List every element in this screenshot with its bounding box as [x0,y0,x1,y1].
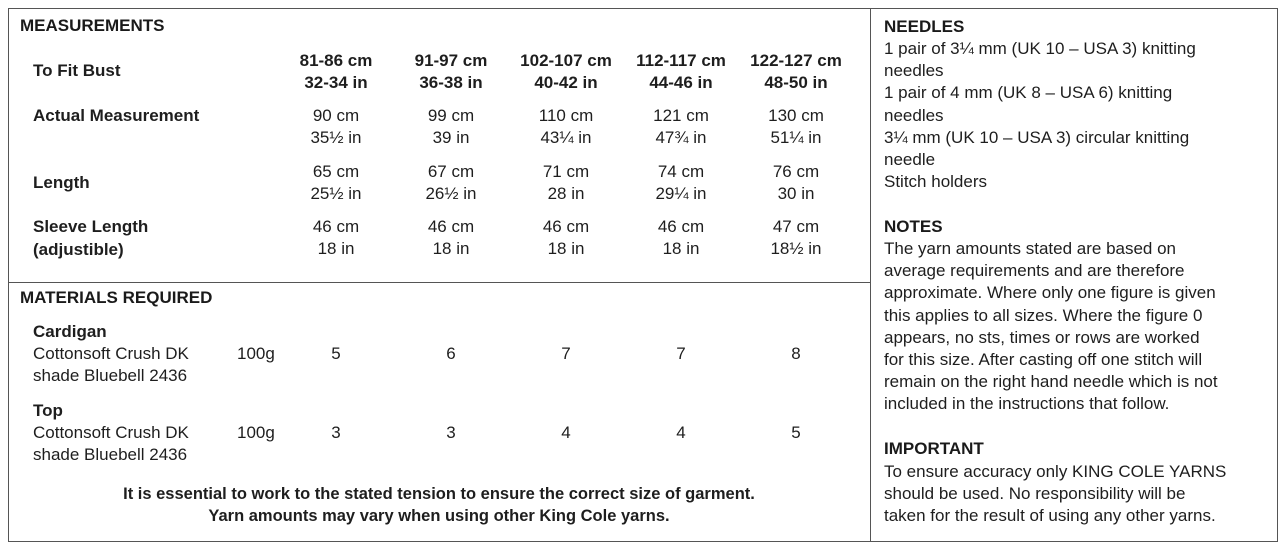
length-size-3: 71 cm 28 in [542,162,590,203]
important-heading: IMPORTANT [884,439,984,458]
actual-size-5: 130 cm 51¼ in [768,106,824,147]
cardigan-qty-4: 7 [676,344,686,363]
cardigan-qty-1: 5 [331,344,341,363]
notes-text [884,238,1218,416]
material-yarn-top: Cottonsoft Crush DK [33,423,189,442]
material-shade-cardigan: shade Bluebell 2436 [33,366,188,385]
sleeve-size-5: 47 cm 18½ in [770,217,822,258]
measurements-heading: MEASUREMENTS [20,16,165,35]
notes-heading: NOTES [884,217,943,236]
length-size-5: 76 cm 30 in [772,162,820,203]
length-size-2: 67 cm 26½ in [425,162,477,203]
bust-size-5: 122-127 cm 48-50 in [750,51,842,92]
row-label-actual-measurement: Actual Measurement [33,106,200,125]
needles-line: needle [884,150,936,170]
important-line: taken for the result of using any other yarns. [884,506,1216,526]
notes-line: appears, no sts, times or rows are worked [884,327,1200,347]
needles-heading: NEEDLES [884,17,965,36]
top-qty-1: 3 [331,423,341,442]
bust-size-3: 102-107 cm 40-42 in [520,51,612,92]
section-divider [8,282,870,283]
needles-line: needles [884,61,944,81]
needles-line: 1 pair of 3¼ mm (UK 10 – USA 3) knitting [884,39,1196,58]
row-label-to-fit-bust: To Fit Bust [33,61,121,80]
material-title-top: Top [33,401,63,420]
notes-line: this applies to all sizes. Where the figure 0 [884,305,1203,325]
row-label-sleeve-note: (adjustible) [33,240,124,259]
actual-size-4: 121 cm 47¾ in [653,106,709,147]
important-line: should be used. No responsibility will be [884,484,1186,504]
important-line: To ensure accuracy only KING COLE YARNS [884,462,1227,481]
sleeve-size-4: 46 cm 18 in [657,217,705,258]
material-title-cardigan: Cardigan [33,322,107,341]
cardigan-qty-2: 6 [446,344,456,363]
row-label-sleeve-length: Sleeve Length [33,217,149,236]
material-weight-cardigan: 100g [237,344,275,363]
yarn-variation-note: Yarn amounts may vary when using other King Cole yarns. [208,507,670,525]
sleeve-size-2: 46 cm 18 in [427,217,475,258]
material-shade-top: shade Bluebell 2436 [33,445,188,464]
length-size-4: 74 cm 29¼ in [655,162,707,203]
needles-line: 1 pair of 4 mm (UK 8 – USA 6) knitting [884,83,1173,103]
bust-size-2: 91-97 cm 36-38 in [414,51,488,92]
important-text [884,461,1226,528]
notes-line: for this size. After casting off one stitch will [884,350,1203,370]
notes-line: included in the instructions that follow. [884,394,1170,414]
tension-warning: It is essential to work to the stated tension to ensure the correct size of garment. [123,485,755,503]
row-label-length: Length [33,173,90,192]
notes-line: The yarn amounts stated are based on [884,239,1177,258]
needles-line: needles [884,105,944,125]
notes-line: average requirements and are therefore [884,261,1185,281]
actual-size-3: 110 cm 43¼ in [538,106,594,147]
material-weight-top: 100g [237,423,275,442]
sleeve-size-1: 46 cm 18 in [312,217,360,258]
length-size-1: 65 cm 25½ in [310,162,362,203]
bust-size-4: 112-117 cm 44-46 in [636,51,726,92]
notes-line: approximate. Where only one figure is given [884,283,1216,303]
top-qty-4: 4 [676,423,686,442]
needles-list [884,38,1196,193]
notes-line: remain on the right hand needle which is not [884,372,1218,392]
top-qty-3: 4 [561,423,571,442]
column-divider [870,8,871,542]
top-qty-2: 3 [446,423,456,442]
bust-size-1: 81-86 cm 32-34 in [299,51,373,92]
actual-size-2: 99 cm 39 in [427,106,475,147]
material-yarn-cardigan: Cottonsoft Crush DK [33,344,189,363]
needles-line: 3¼ mm (UK 10 – USA 3) circular knitting [884,127,1190,147]
sleeve-size-3: 46 cm 18 in [542,217,590,258]
materials-heading: MATERIALS REQUIRED [20,288,213,307]
actual-size-1: 90 cm 35½ in [310,106,362,147]
top-qty-5: 5 [791,423,801,442]
cardigan-qty-3: 7 [561,344,571,363]
needles-line: Stitch holders [884,172,987,192]
cardigan-qty-5: 8 [791,344,801,363]
